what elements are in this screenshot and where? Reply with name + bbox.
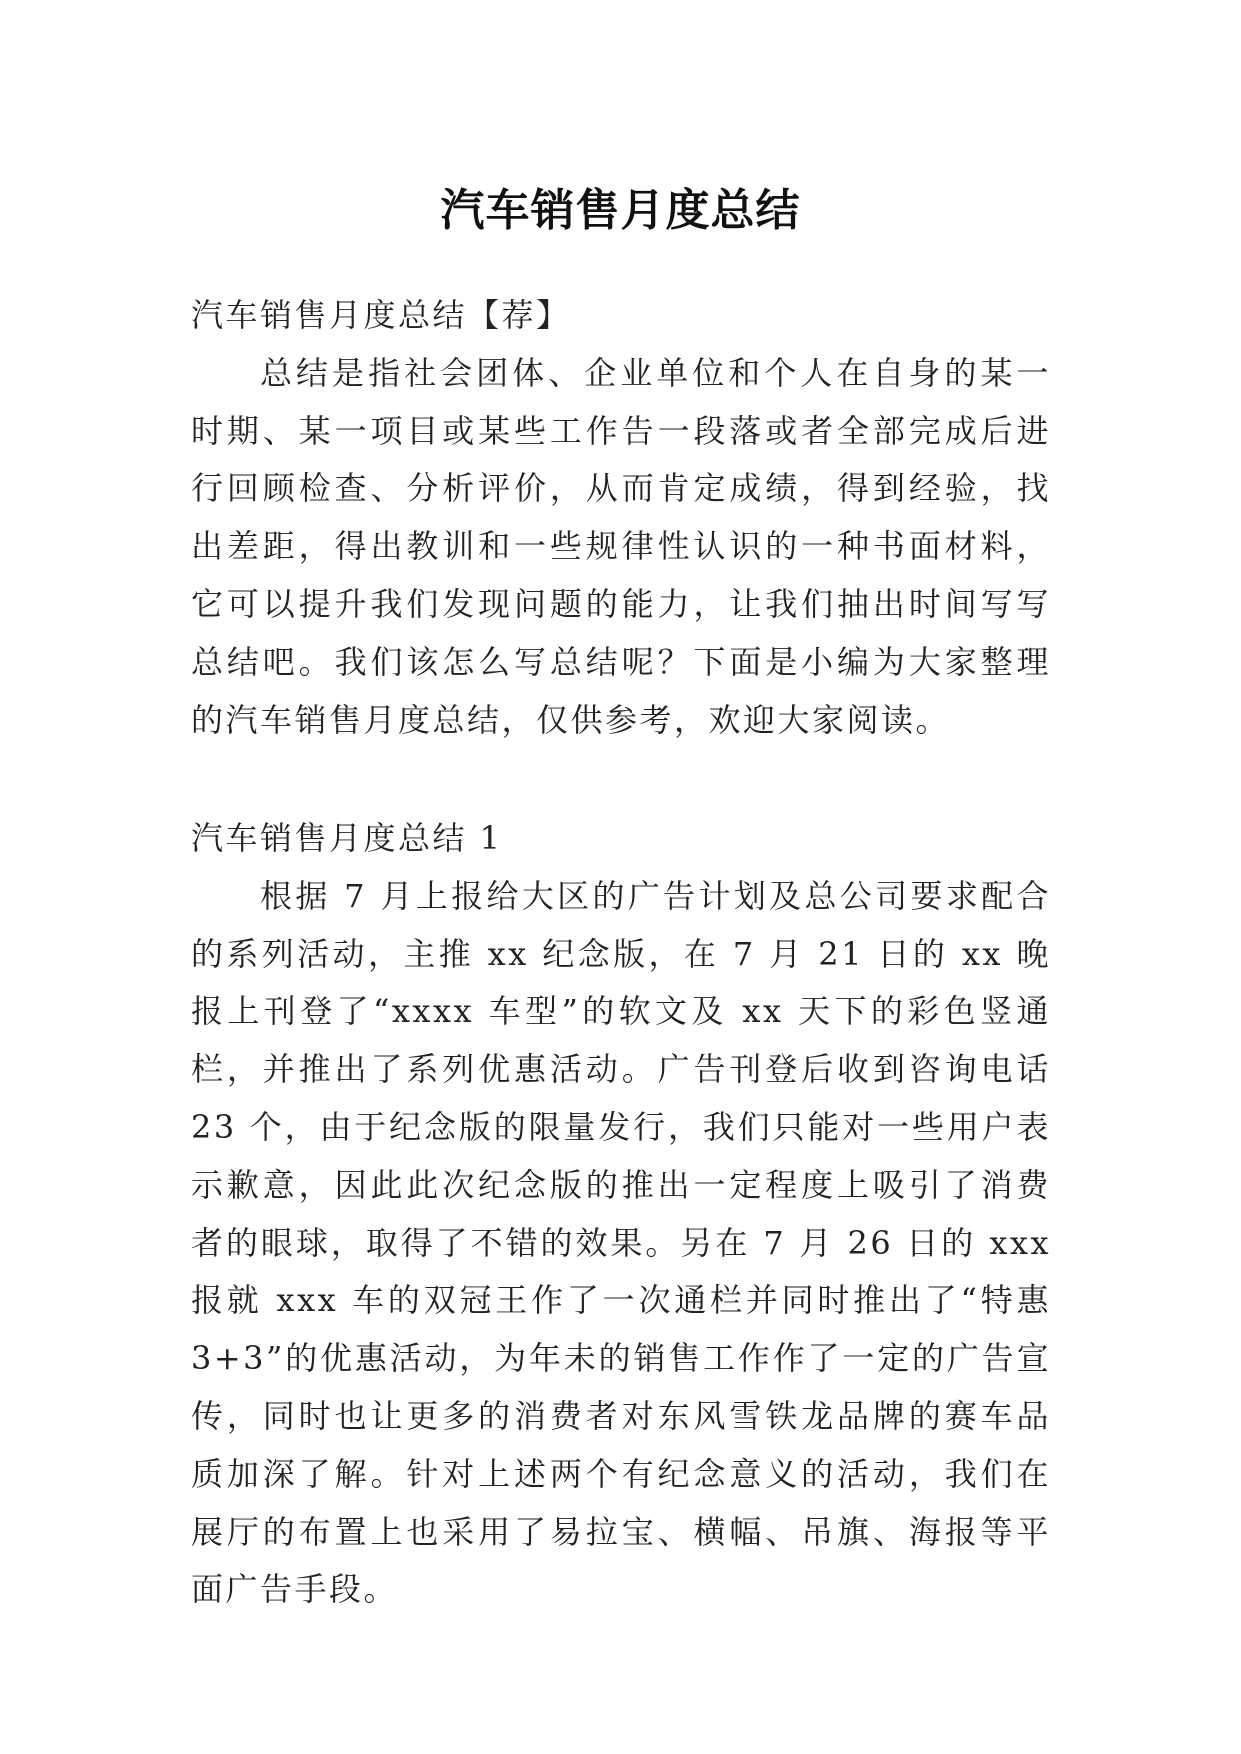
intro-paragraph: 总结是指社会团体、企业单位和个人在自身的某一时期、某一项目或某些工作告一段落或者全部完成后进行回顾检查、分析评价，从而肯定成绩，得到经验，找出差距，得出教训和一些规律性认识的一种书面材料，它可以提升我们发现问题的能力，让我们抽出时间写写总结吧。我们该怎么写总结呢？下面是小编为大家整理的汽车销售月度总结，仅供参考，欢迎大家阅读。 <box>191 353 1051 739</box>
document-title: 汽车销售月度总结 <box>440 185 801 237</box>
section-1-paragraph: 根据 7 月上报给大区的广告计划及总公司要求配合的系列活动，主推 xx 纪念版，在 7 月 21 日的 xx 晚报上刊登了“xxxx 车型”的软文及 xx 天下的彩色竖通栏，并推出了系列优惠活动。广告刊登后收到咨询电话 23 个，由于纪念版的限量发行，我们只能对一些用户表示歉意，因此此次纪念版的推出一定程度上吸引了消费者的眼球，取得了不错的效果。另在 7 月 26 日的 xxx 报就 xxx 车的双冠王作了一次通栏并同时推出了“特惠 3+3”的优惠活动，为年未的销售工作作了一定的广告宣传，同时也让更多的消费者对东风雪铁龙品牌的赛车品质加深了解。针对上述两个有纪念意义的活动，我们在展厅的布置上也采用了易拉宝、横幅、吊旗、海报等平面广告手段。 <box>191 876 1051 1609</box>
intro-heading: 汽车销售月度总结【荐】 <box>191 296 571 334</box>
section-1-heading: 汽车销售月度总结 1 <box>191 819 503 857</box>
intro-section <box>191 287 1051 749</box>
section-1 <box>191 810 1051 1619</box>
